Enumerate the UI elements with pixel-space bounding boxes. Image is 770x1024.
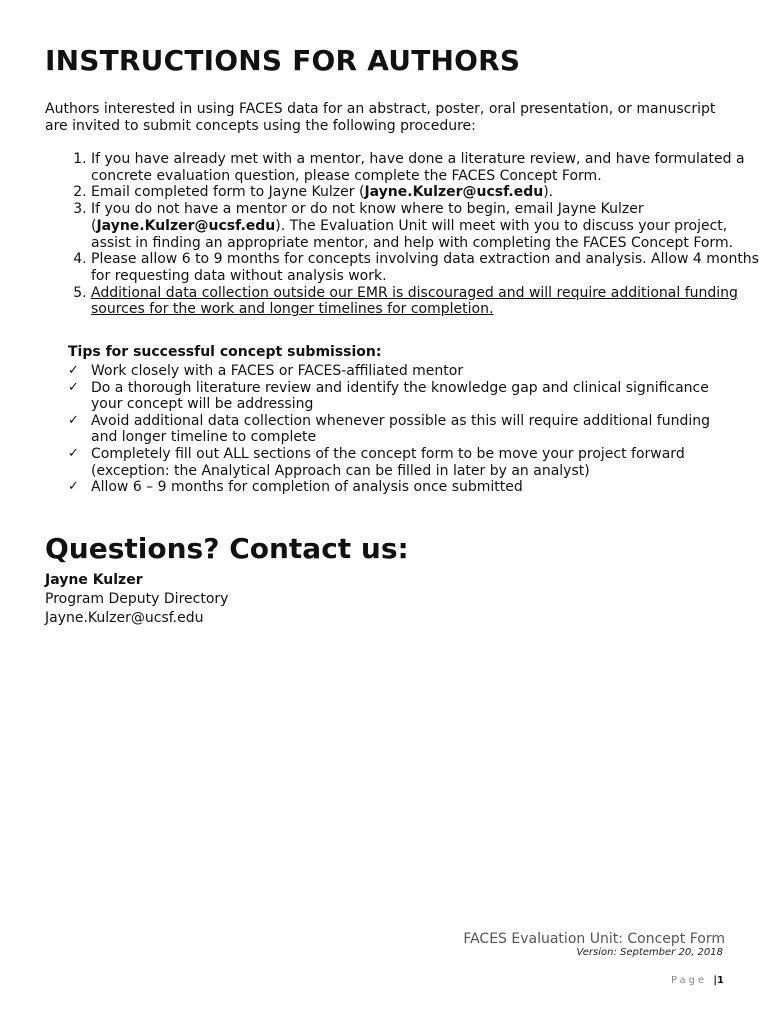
page-number: Page |1 — [670, 975, 724, 986]
email-link[interactable]: Jayne.Kulzer@ucsf.edu — [364, 184, 544, 201]
contact-heading: Questions? Contact us: — [45, 532, 409, 565]
contact-name: Jayne Kulzer — [45, 572, 143, 588]
tips-list — [68, 363, 718, 496]
email-link[interactable]: Jayne.Kulzer@ucsf.edu — [96, 217, 276, 234]
procedure-step-4: 4. Please allow 6 to 9 months for concepts involving data extraction and analysis. Allow 4 months for requesting data without analysis work. — [91, 251, 770, 284]
procedure-step-1: 1. If you have already met with a mentor, have done a literature review, and have formulated a concrete evaluation question, please complete the FACES Concept Form. — [91, 151, 770, 184]
contact-role: Program Deputy Directory — [45, 591, 229, 607]
contact-email[interactable]: Jayne.Kulzer@ucsf.edu — [45, 610, 204, 626]
procedure-step-5: 5. Additional data collection outside our EMR is discouraged and will require additional funding sources for the work and longer timelines for completion. — [91, 285, 770, 318]
footer-title: FACES Evaluation Unit: Concept Form — [463, 931, 725, 947]
tip-item: ✓ Avoid additional data collection whenever possible as this will require additional funding and longer timeline to complete — [68, 412, 711, 446]
tip-item: ✓ Do a thorough literature review and identify the knowledge gap and clinical significance your concept will be addressing — [68, 379, 709, 413]
footer-version: Version: September 20, 2018 — [576, 947, 723, 958]
tips-heading: Tips for successful concept submission: — [68, 344, 382, 360]
intro-paragraph: Authors interested in using FACES data for an abstract, poster, oral presentation, or manuscript are invited to submit concepts using the following procedure: — [45, 101, 716, 134]
tip-item: ✓ Allow 6 – 9 months for completion of analysis once submitted — [68, 479, 523, 496]
checkmark-icon: ✓ — [68, 379, 79, 395]
tip-item: ✓ Work closely with a FACES or FACES-affiliated mentor — [68, 363, 464, 379]
procedure-list — [45, 151, 770, 318]
procedure-step-3: 3. If you do not have a mentor or do not know where to begin, email Jayne Kulzer (Jayne.Kulzer@ucsf.edu). The Evaluation Unit will meet with you to discuss your project, assist in finding an appropriate mentor, and help with completing the FACES Concept Form. — [91, 201, 770, 251]
checkmark-icon: ✓ — [68, 479, 79, 495]
page-title: INSTRUCTIONS FOR AUTHORS — [45, 44, 521, 77]
checkmark-icon: ✓ — [68, 412, 79, 428]
checkmark-icon: ✓ — [68, 363, 79, 378]
checkmark-icon: ✓ — [68, 445, 79, 461]
procedure-step-2: 2. Email completed form to Jayne Kulzer (Jayne.Kulzer@ucsf.edu). — [91, 184, 770, 201]
tip-item: ✓ Completely fill out ALL sections of the concept form to be move your project forward (exception: the Analytical Approach can be filled in later by an analyst) — [68, 445, 685, 479]
